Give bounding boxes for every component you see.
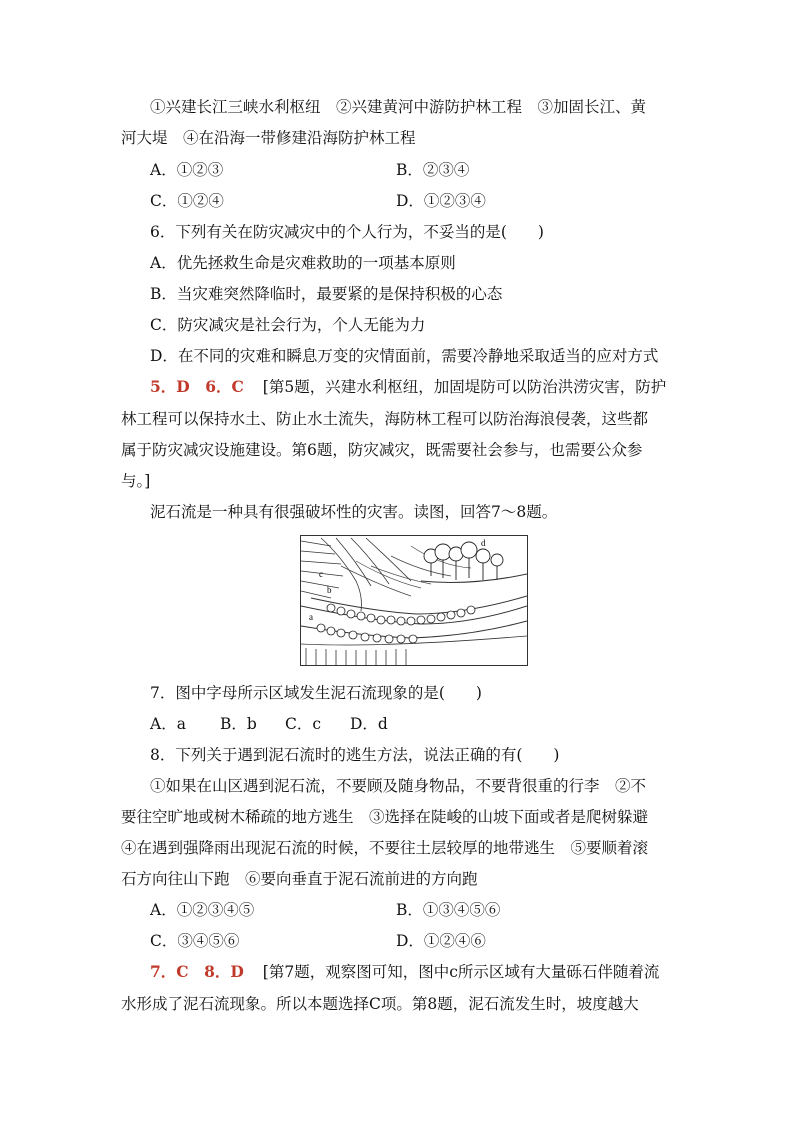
q6-option-c: C．防灾减灾是社会行为，个人无能为力 [150,316,426,334]
q8-option-b: B．①③④⑤⑥ [396,901,501,919]
q6-option-b: B．当灾难突然降临时，最要紧的是保持积极的心态 [150,285,503,303]
q5-option-c: C．①②④ [150,192,224,210]
figure-label-a: a [309,612,313,622]
q8-option-c: C．③④⑤⑥ [150,932,240,950]
tree-band-lower [317,624,417,643]
answer78-text1: [第7题，观察图可知，图中c所示区域有大量砾石伴随着流 [262,963,660,981]
q8-option-d: D．①②④⑥ [396,932,486,950]
q5-option-b: B．②③④ [396,161,470,179]
q8-items-line2: 要往空旷地或树木稀疏的地方逃生 ③选择在陡峻的山坡下面或者是爬树躲避 [121,808,649,826]
figure-label-b: b [327,585,332,595]
debris-flow-illustration [301,536,527,665]
answer56-text1: [第5题，兴建水利枢纽，加固堤防可以防治洪涝灾害，防护 [262,378,667,396]
q8-items-line4: 石方向往山下跑 ⑥要向垂直于泥石流前进的方向跑 [121,870,478,888]
q6-option-d: D．在不同的灾难和瞬息万变的灾情面前，需要冷静地采取适当的应对方式 [150,347,659,365]
q5-option-d: D．①②③④ [396,192,486,210]
q7-option-d: D．d [350,715,388,733]
answer78-label: 7．C 8．D [150,962,244,981]
q8-items-line3: ④在遇到强降雨出现泥石流的时候，不要往土层较厚的地带逃生 ⑤要顺着滚 [121,839,649,857]
q5-items-line1: ①兴建长江三峡水利枢纽 ②兴建黄河中游防护林工程 ③加固长江、黄 [150,98,647,116]
answer56-line2: 林工程可以保持水土、防止水土流失，海防林工程可以防治海浪侵袭，这些都 [121,410,649,428]
figure-label-d: d [481,538,486,548]
q5-option-a: A．①②③ [150,161,224,179]
q7-options [150,714,388,734]
answer56-line4: 与。] [121,472,151,490]
q8-option-a: A．①②③④⑤ [150,901,255,919]
tree-cluster-d [424,542,503,580]
q7-stem: 7．图中字母所示区域发生泥石流现象的是( ) [150,684,482,702]
answer56-line3: 属于防灾减灾设施建设。第6题，防灾减灾，既需要社会参与，也需要公众参 [121,441,643,459]
answer78-line2: 水形成了泥石流现象。所以本题选择C项。第8题，泥石流发生时，坡度越大 [121,995,639,1013]
intro78: 泥石流是一种具有很强破坏性的灾害。读图，回答7～8题。 [150,503,558,521]
q7-option-b: B．b [220,715,257,733]
q6-option-a: A．优先拯救生命是灾难救助的一项基本原则 [150,254,456,272]
q7-option-c: C．c [285,715,322,733]
q8-items-line1: ①如果在山区遇到泥石流，不要顾及随身物品，不要背很重的行李 ②不 [150,777,647,795]
q8-stem: 8．下列关于遇到泥石流时的逃生方法，说法正确的有( ) [150,746,560,764]
q6-stem: 6．下列有关在防灾减灾中的个人行为，不妥当的是( ) [150,223,544,241]
answer56-label: 5．D 6．C [150,377,244,396]
answer78-line1 [150,962,659,982]
q7-option-a: A．a [150,715,186,733]
figure-label-c: c [319,569,323,579]
debris-flow-figure [300,535,528,666]
answer56-line1 [150,377,666,397]
q5-items-line2: 河大堤 ④在沿海一带修建沿海防护林工程 [121,129,416,147]
